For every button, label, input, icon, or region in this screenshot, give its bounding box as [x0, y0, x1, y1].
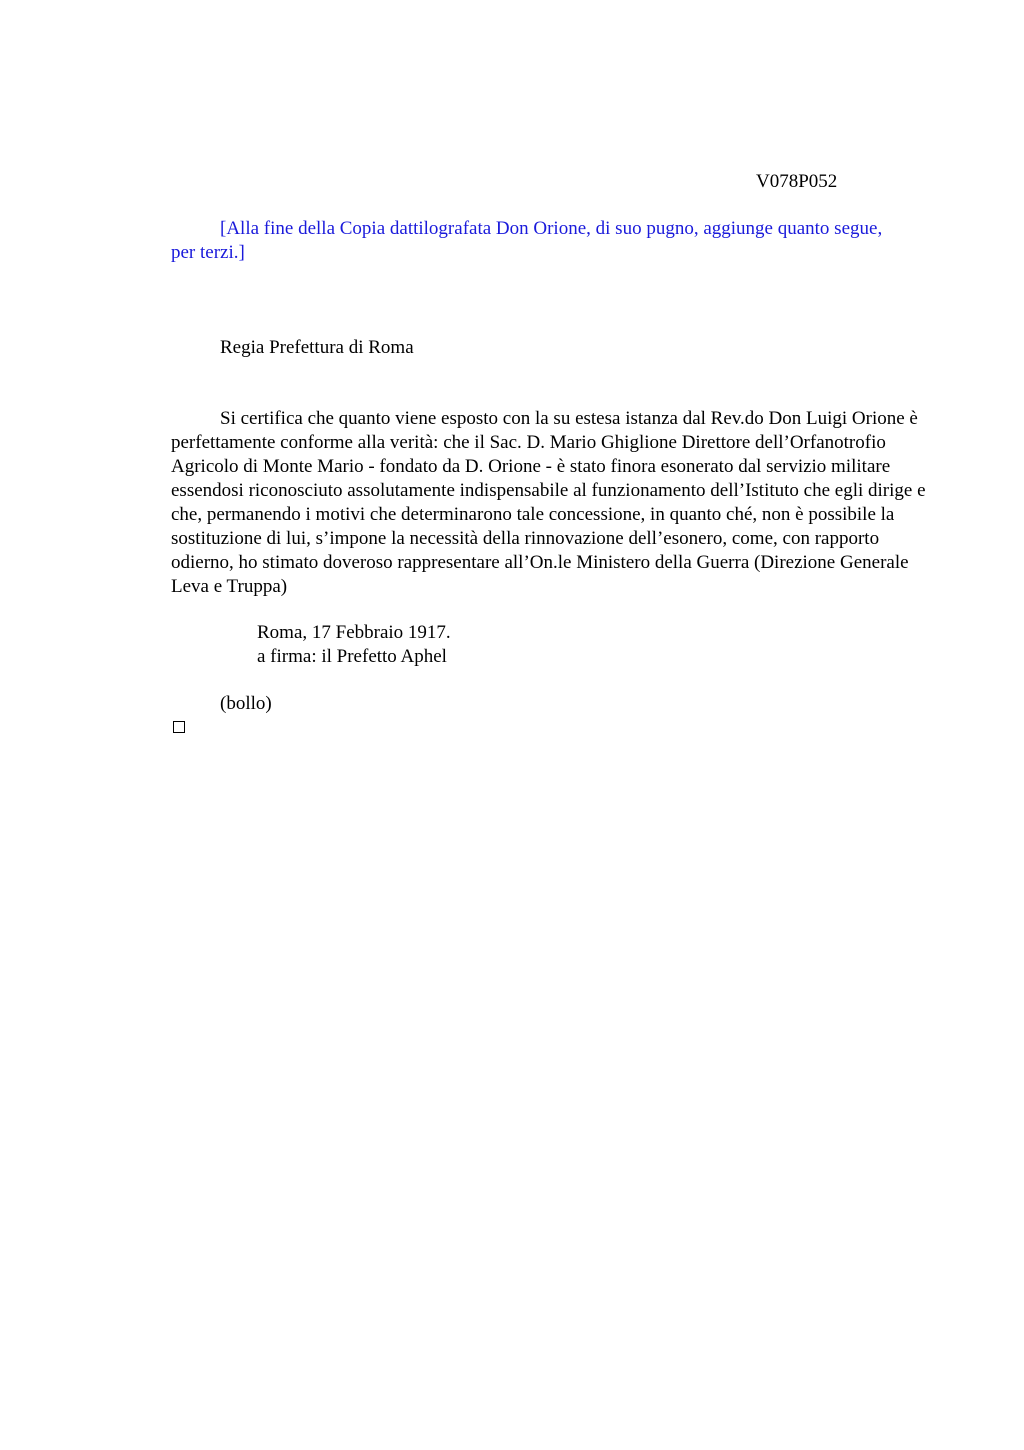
place-date: Roma, 17 Febbraio 1917.: [257, 622, 451, 643]
box-icon: [173, 721, 185, 733]
editor-note: [Alla fine della Copia dattilografata Don Orione, di suo pugno, aggiunge quanto segue, per terzi.]: [171, 218, 883, 263]
document-heading: Regia Prefettura di Roma: [220, 337, 414, 358]
stamp-note: (bollo): [220, 693, 272, 714]
document-id: V078P052: [756, 171, 838, 192]
certificate-body: Si certifica che quanto viene esposto con la su estesa istanza dal Rev.do Don Luigi Orione è perfettamente conforme alla verità: che il Sac. D. Mario Ghiglione Direttore dell’Orfanotrofio Agricolo di Monte Mario - fondato da D. Orione - è stato finora esonerato dal servizio militare essendosi riconosciuto assolutamente indispensabile al funzionamento dell’Istituto che egli dirige e che, permanendo i motivi che determinarono tale concessione, in quanto ché, non è possibile la sostituzione di lui, s’impone la necessità della rinnovazione dell’esonero, come, con rapporto odierno, ho stimato doveroso rappresentare all’On.le Ministero della Guerra (Direzione Generale Leva e Truppa): [171, 408, 926, 597]
signature-line: a firma: il Prefetto Aphel: [257, 646, 447, 667]
